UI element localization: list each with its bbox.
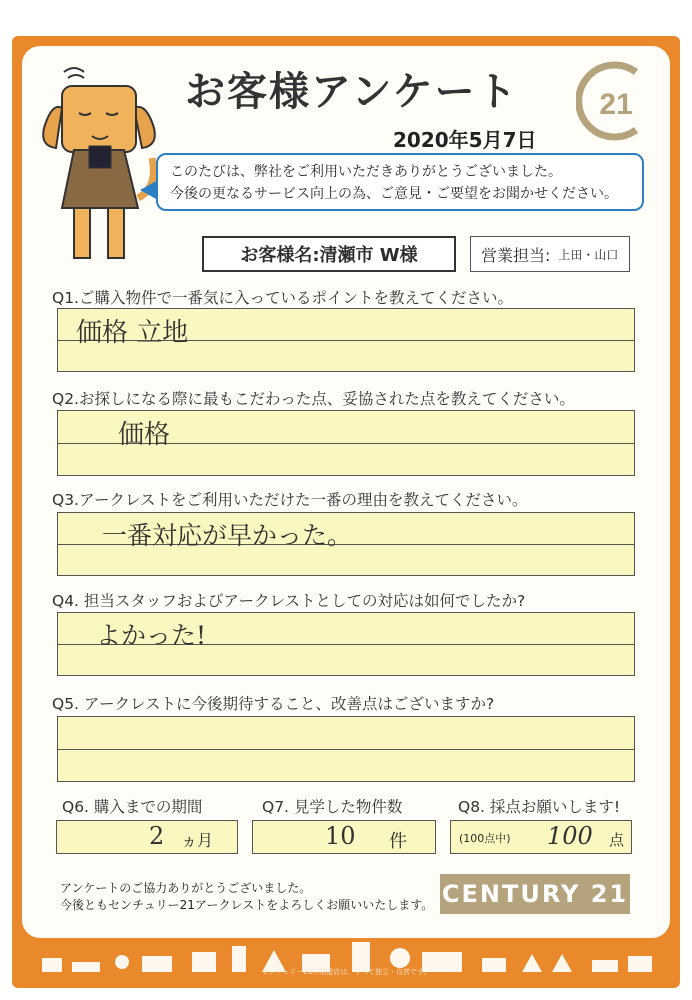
q6-value: 2	[149, 822, 165, 850]
closing-line-2: 今後ともセンチュリー21アークレストをよろしくお願いいたします。	[60, 898, 434, 912]
question-2: Q2.お探しになる際に最もこだわった点、妥協された点を教えてください。	[52, 390, 575, 408]
q6-answer-box	[56, 820, 238, 854]
q8-answer-box	[450, 820, 632, 854]
customer-name: お客様名:清瀬市 W様	[202, 236, 456, 272]
closing-line-1: アンケートのご協力ありがとうございました。	[60, 881, 312, 895]
century21-logo-icon	[576, 58, 654, 144]
q7-answer-box	[252, 820, 436, 854]
survey-date: 2020年5月7日	[393, 128, 537, 152]
logo-number: 21	[599, 88, 633, 121]
question-8: Q8. 採点お願いします!	[458, 798, 621, 816]
staff-label: 営業担当:	[481, 245, 551, 265]
q8-prefix: (100点中)	[459, 832, 511, 845]
answer-rule	[58, 749, 634, 750]
mascot-head	[43, 68, 155, 152]
q7-unit: 件	[389, 831, 407, 852]
answer-2: 価格	[118, 420, 171, 450]
question-3: Q3.アークレストをご利用いただけた一番の理由を教えてください。	[52, 491, 528, 509]
answer-1: 価格 立地	[76, 318, 189, 348]
page-title: お客様アンケート	[185, 69, 519, 115]
q6-unit: ヵ月	[181, 831, 214, 850]
staff-value: 上田・山口	[558, 247, 619, 262]
question-6: Q6. 購入までの期間	[62, 798, 203, 816]
q8-unit: 点	[609, 831, 625, 849]
intro-speech-bubble	[156, 153, 644, 211]
mascot-dog-illustration	[34, 58, 164, 268]
q7-value: 10	[325, 822, 356, 850]
intro-line-2: 今後の更なるサービス向上の為、ご意見・ご要望をお聞かせください。	[170, 186, 618, 202]
answer-box-5	[57, 716, 635, 782]
staff-field	[470, 236, 630, 272]
question-1: Q1.ご購入物件で一番気に入っているポイントを教えてください。	[52, 289, 513, 307]
answer-4: よかった!	[96, 621, 207, 650]
question-7: Q7. 見学した物件数	[262, 798, 403, 816]
footer-note: センチュリー21の加盟店は、すべて独立・自営です。	[261, 968, 431, 976]
mascot-suit	[62, 146, 153, 258]
question-4: Q4. 担当スタッフおよびアークレストとしての対応は如何でしたか?	[52, 592, 526, 610]
q8-value: 100	[547, 822, 593, 850]
answer-3: 一番対応が早かった。	[102, 521, 353, 550]
century21-brand-bar: CENTURY 21	[440, 874, 630, 914]
closing-message	[60, 880, 433, 914]
intro-line-1: このたびは、弊社をご利用いただきありがとうございました。	[170, 164, 562, 180]
question-5: Q5. アークレストに今後期待すること、改善点はございますか?	[52, 695, 495, 713]
